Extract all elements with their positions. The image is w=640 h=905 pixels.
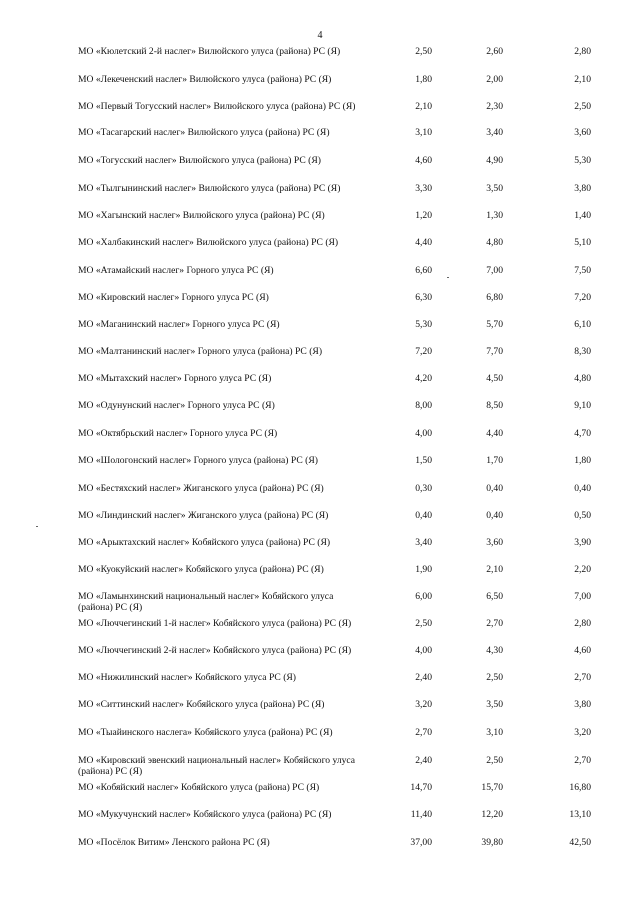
value-col-3: 0,50 xyxy=(574,510,591,521)
value-col-3: 4,70 xyxy=(574,428,591,439)
value-col-2: 2,00 xyxy=(486,74,503,85)
value-col-2: 6,80 xyxy=(486,292,503,303)
municipality-name: МО «Тылгынинский наслег» Вилюйского улуса (района) РС (Я) xyxy=(78,183,341,194)
value-col-1: 2,50 xyxy=(415,618,432,629)
value-col-2: 2,30 xyxy=(486,101,503,112)
value-col-2: 0,40 xyxy=(486,483,503,494)
municipality-name: МО «Нижилинский наслег» Кобяйского улуса РС (Я) xyxy=(78,672,297,683)
municipality-name: МО «Кировский наслег» Горного улуса РС (Я) xyxy=(78,292,269,303)
value-col-3: 7,00 xyxy=(574,591,591,602)
value-col-2: 3,60 xyxy=(486,537,503,548)
value-col-3: 2,20 xyxy=(574,564,591,575)
value-col-1: 4,00 xyxy=(415,645,432,656)
value-col-1: 4,60 xyxy=(415,155,432,166)
scan-speck xyxy=(36,526,38,527)
value-col-3: 6,10 xyxy=(574,319,591,330)
value-col-1: 2,10 xyxy=(415,101,432,112)
value-col-1: 5,30 xyxy=(415,319,432,330)
page-number: 4 xyxy=(317,30,323,41)
value-col-1: 1,80 xyxy=(415,74,432,85)
municipality-name: МО «Ситтинский наслег» Кобяйского улуса (района) РС (Я) xyxy=(78,699,325,710)
value-col-3: 0,40 xyxy=(574,483,591,494)
municipality-name: МО «Арыктахский наслег» Кобяйского улуса (района) РС (Я) xyxy=(78,537,331,548)
value-col-3: 8,30 xyxy=(574,346,591,357)
value-col-3: 3,80 xyxy=(574,183,591,194)
municipality-name: МО «Люччегинский 2-й наслег» Кобяйского улуса (района) РС (Я) xyxy=(78,645,352,656)
municipality-name: МО «Мытахский наслег» Горного улуса РС (Я) xyxy=(78,373,272,384)
value-col-3: 2,50 xyxy=(574,101,591,112)
municipality-name: МО «Халбакинский наслег» Вилюйского улуса (района) РС (Я) xyxy=(78,237,339,248)
value-col-2: 2,70 xyxy=(486,618,503,629)
municipality-name: МО «Кобяйский наслег» Кобяйского улуса (района) РС (Я) xyxy=(78,782,320,793)
municipality-name: МО «Линдинский наслег» Жиганского улуса (района) РС (Я) xyxy=(78,510,329,521)
value-col-1: 1,20 xyxy=(415,210,432,221)
value-col-3: 7,20 xyxy=(574,292,591,303)
value-col-2: 8,50 xyxy=(486,400,503,411)
value-col-2: 3,50 xyxy=(486,183,503,194)
value-col-1: 3,40 xyxy=(415,537,432,548)
value-col-2: 4,30 xyxy=(486,645,503,656)
value-col-3: 2,80 xyxy=(574,618,591,629)
value-col-2: 12,20 xyxy=(481,809,503,820)
municipality-name: МО «Первый Тогусский наслег» Вилюйского улуса (района) РС (Я) xyxy=(78,101,356,112)
value-col-1: 14,70 xyxy=(410,782,432,793)
municipality-name: МО «Хагынский наслег» Вилюйского улуса (района) РС (Я) xyxy=(78,210,325,221)
municipality-name: МО «Мукучунский наслег» Кобяйского улуса (района) РС (Я) xyxy=(78,809,332,820)
municipality-name: МО «Посёлок Витим» Ленского района РС (Я) xyxy=(78,837,270,848)
municipality-name: МО «Малтанинский наслег» Горного улуса (района) РС (Я) xyxy=(78,346,323,357)
municipality-name: МО «Тыайинского наслега» Кобяйского улуса (района) РС (Я) xyxy=(78,727,333,738)
value-col-3: 2,70 xyxy=(574,755,591,766)
value-col-3: 4,60 xyxy=(574,645,591,656)
value-col-3: 2,10 xyxy=(574,74,591,85)
value-col-1: 6,00 xyxy=(415,591,432,602)
value-col-3: 42,50 xyxy=(569,837,591,848)
value-col-1: 2,40 xyxy=(415,672,432,683)
value-col-2: 39,80 xyxy=(481,837,503,848)
value-col-3: 3,80 xyxy=(574,699,591,710)
value-col-2: 1,30 xyxy=(486,210,503,221)
value-col-2: 7,00 xyxy=(486,265,503,276)
value-col-3: 1,80 xyxy=(574,455,591,466)
value-col-3: 2,80 xyxy=(574,46,591,57)
municipality-name: МО «Маганинский наслег» Горного улуса РС (Я) xyxy=(78,319,280,330)
value-col-1: 2,40 xyxy=(415,755,432,766)
value-col-3: 7,50 xyxy=(574,265,591,276)
value-col-1: 6,60 xyxy=(415,265,432,276)
value-col-1: 7,20 xyxy=(415,346,432,357)
value-col-2: 4,80 xyxy=(486,237,503,248)
value-col-1: 2,50 xyxy=(415,46,432,57)
value-col-1: 4,20 xyxy=(415,373,432,384)
value-col-1: 8,00 xyxy=(415,400,432,411)
value-col-1: 0,40 xyxy=(415,510,432,521)
municipality-name: МО «Бестяхский наслег» Жиганского улуса (района) РС (Я) xyxy=(78,483,324,494)
value-col-2: 4,40 xyxy=(486,428,503,439)
value-col-3: 3,20 xyxy=(574,727,591,738)
scan-speck xyxy=(447,277,449,278)
value-col-2: 7,70 xyxy=(486,346,503,357)
municipality-name: МО «Одунунский наслег» Горного улуса РС (Я) xyxy=(78,400,275,411)
value-col-1: 11,40 xyxy=(410,809,432,820)
value-col-2: 1,70 xyxy=(486,455,503,466)
value-col-1: 2,70 xyxy=(415,727,432,738)
municipality-name: МО «Тасагарский наслег» Вилюйского улуса (района) РС (Я) xyxy=(78,127,330,138)
value-col-2: 2,60 xyxy=(486,46,503,57)
value-col-2: 2,50 xyxy=(486,672,503,683)
value-col-1: 3,10 xyxy=(415,127,432,138)
value-col-2: 3,40 xyxy=(486,127,503,138)
municipality-name: МО «Куокуйский наслег» Кобяйского улуса (района) РС (Я) xyxy=(78,564,324,575)
municipality-name: МО «Тогусский наслег» Вилюйского улуса (района) РС (Я) xyxy=(78,155,321,166)
value-col-2: 0,40 xyxy=(486,510,503,521)
value-col-2: 2,10 xyxy=(486,564,503,575)
value-col-3: 3,60 xyxy=(574,127,591,138)
value-col-2: 3,50 xyxy=(486,699,503,710)
municipality-name: МО «Лекеченский наслег» Вилюйского улуса (района) РС (Я) xyxy=(78,74,332,85)
municipality-name: МО «Кировский эвенский национальный наслег» Кобяйского улуса (района) РС (Я) xyxy=(78,755,356,777)
value-col-1: 1,90 xyxy=(415,564,432,575)
value-col-3: 4,80 xyxy=(574,373,591,384)
value-col-1: 37,00 xyxy=(410,837,432,848)
value-col-3: 1,40 xyxy=(574,210,591,221)
value-col-2: 3,10 xyxy=(486,727,503,738)
value-col-3: 9,10 xyxy=(574,400,591,411)
municipality-name: МО «Октябрьский наслег» Горного улуса РС (Я) xyxy=(78,428,278,439)
municipality-name: МО «Ламынхинский национальный наслег» Кобяйского улуса (района) РС (Я) xyxy=(78,591,334,613)
municipality-name: МО «Шологонский наслег» Горного улуса (района) РС (Я) xyxy=(78,455,318,466)
municipality-name: МО «Атамайский наслег» Горного улуса РС (Я) xyxy=(78,265,274,276)
value-col-2: 2,50 xyxy=(486,755,503,766)
value-col-3: 13,10 xyxy=(569,809,591,820)
value-col-2: 6,50 xyxy=(486,591,503,602)
value-col-2: 15,70 xyxy=(481,782,503,793)
value-col-1: 4,40 xyxy=(415,237,432,248)
value-col-1: 3,30 xyxy=(415,183,432,194)
value-col-2: 4,90 xyxy=(486,155,503,166)
value-col-3: 16,80 xyxy=(569,782,591,793)
municipality-name: МО «Кюлетский 2-й наслег» Вилюйского улуса (района) РС (Я) xyxy=(78,46,341,57)
value-col-1: 1,50 xyxy=(415,455,432,466)
value-col-3: 3,90 xyxy=(574,537,591,548)
municipality-name: МО «Люччегинский 1-й наслег» Кобяйского улуса (района) РС (Я) xyxy=(78,618,352,629)
value-col-3: 2,70 xyxy=(574,672,591,683)
value-col-1: 0,30 xyxy=(415,483,432,494)
value-col-3: 5,30 xyxy=(574,155,591,166)
value-col-3: 5,10 xyxy=(574,237,591,248)
value-col-2: 4,50 xyxy=(486,373,503,384)
value-col-1: 3,20 xyxy=(415,699,432,710)
value-col-1: 4,00 xyxy=(415,428,432,439)
value-col-2: 5,70 xyxy=(486,319,503,330)
value-col-1: 6,30 xyxy=(415,292,432,303)
